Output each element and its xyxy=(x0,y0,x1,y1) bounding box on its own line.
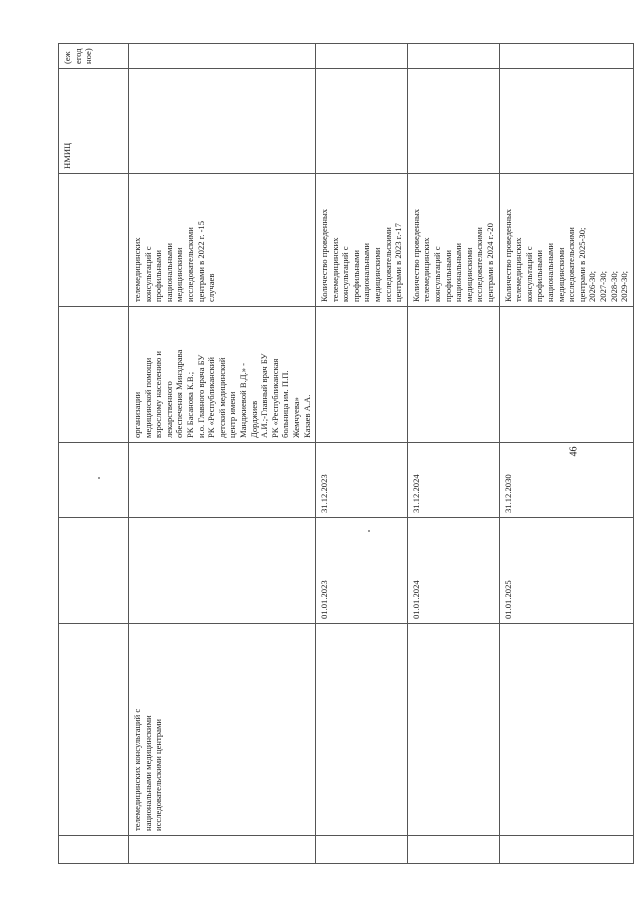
cell-end xyxy=(316,443,408,518)
organization-text: НМИЦ xyxy=(62,142,72,169)
cell-indicator xyxy=(59,174,129,307)
cell-organization xyxy=(407,69,499,174)
table-row-3 xyxy=(407,44,499,864)
cell-num xyxy=(129,836,316,864)
cell-start xyxy=(407,518,499,624)
cell-organization xyxy=(316,69,408,174)
scan-speck xyxy=(368,530,370,532)
plan-table xyxy=(58,43,634,864)
cell-start xyxy=(499,518,633,624)
cell-num xyxy=(316,836,408,864)
cell-responsible: организации медицинской помощи взрослому населению и лекарственного обеспечения Минздрава РК Басанова К.В.; и.о. Главного врача БУ РК «Республиканский детский медицинский центр имени Манджиевой В.Д.» - Дорджиев А.И.;-Главный врач БУ РК «Республиканская больница им. П.П. Жемчуева» Казаев А.А. xyxy=(129,307,316,443)
cell-task xyxy=(316,624,408,836)
cell-task xyxy=(129,624,316,836)
task-line: исследовательскими центрами xyxy=(153,719,164,831)
cell-task xyxy=(59,624,129,836)
cell-frequency xyxy=(499,44,633,69)
cell-end xyxy=(59,443,129,518)
cell-num xyxy=(59,836,129,864)
cell-end xyxy=(129,443,316,518)
end-date: 31.12.2024 xyxy=(410,474,421,513)
cell-organization xyxy=(499,69,633,174)
cell-indicator: Количество проведенных телемедицинских консультаций с профильными национальными медицинскими исследовательскими центрами в 2025-30; 2026-30; 2027-30; 2028-30; 2029-30; xyxy=(499,174,633,307)
cell-frequency xyxy=(407,44,499,69)
start-date: 01.01.2023 xyxy=(319,580,330,619)
cell-indicator: Количество проведенных телемедицинских консультаций с профильными национальными медицинскими исследовательскими центрами в 2023 г.-17 xyxy=(316,174,408,307)
table-row-0 xyxy=(59,44,129,864)
cell-responsible xyxy=(407,307,499,443)
cell-start xyxy=(59,518,129,624)
table-row-2 xyxy=(316,44,408,864)
table-row-4 xyxy=(499,44,633,864)
end-date: 31.12.2023 xyxy=(319,474,330,513)
task-line: телемедицинских консультаций с xyxy=(132,708,142,831)
cell-frequency xyxy=(316,44,408,69)
frequency-text: (ежегодное) xyxy=(62,48,94,64)
cell-indicator: Количество проведенных телемедицинских консультаций с профильными национальными медицинскими исследовательскими центрами в 2024 г.-20 xyxy=(407,174,499,307)
cell-frequency xyxy=(59,44,129,69)
cell-task xyxy=(499,624,633,836)
cell-start xyxy=(316,518,408,624)
cell-num xyxy=(407,836,499,864)
cell-responsible xyxy=(316,307,408,443)
table-row-1 xyxy=(129,44,316,864)
end-date: 31.12.2030 xyxy=(502,474,513,513)
cell-responsible xyxy=(59,307,129,443)
cell-start xyxy=(129,518,316,624)
cell-end xyxy=(499,443,633,518)
scan-speck xyxy=(98,477,100,479)
cell-frequency xyxy=(129,44,316,69)
cell-responsible xyxy=(499,307,633,443)
cell-organization xyxy=(129,69,316,174)
start-date: 01.01.2024 xyxy=(410,580,421,619)
cell-task xyxy=(407,624,499,836)
cell-end xyxy=(407,443,499,518)
cell-num xyxy=(499,836,633,864)
cell-indicator: телемедицинских консультаций с профильными национальными медицинскими исследовательскими центрами в 2022 г. -15 случаев xyxy=(129,174,316,307)
task-line: национальными медицинскими xyxy=(142,715,153,831)
start-date: 01.01.2025 xyxy=(502,580,513,619)
cell-organization xyxy=(59,69,129,174)
page-number: 46 xyxy=(568,446,580,457)
